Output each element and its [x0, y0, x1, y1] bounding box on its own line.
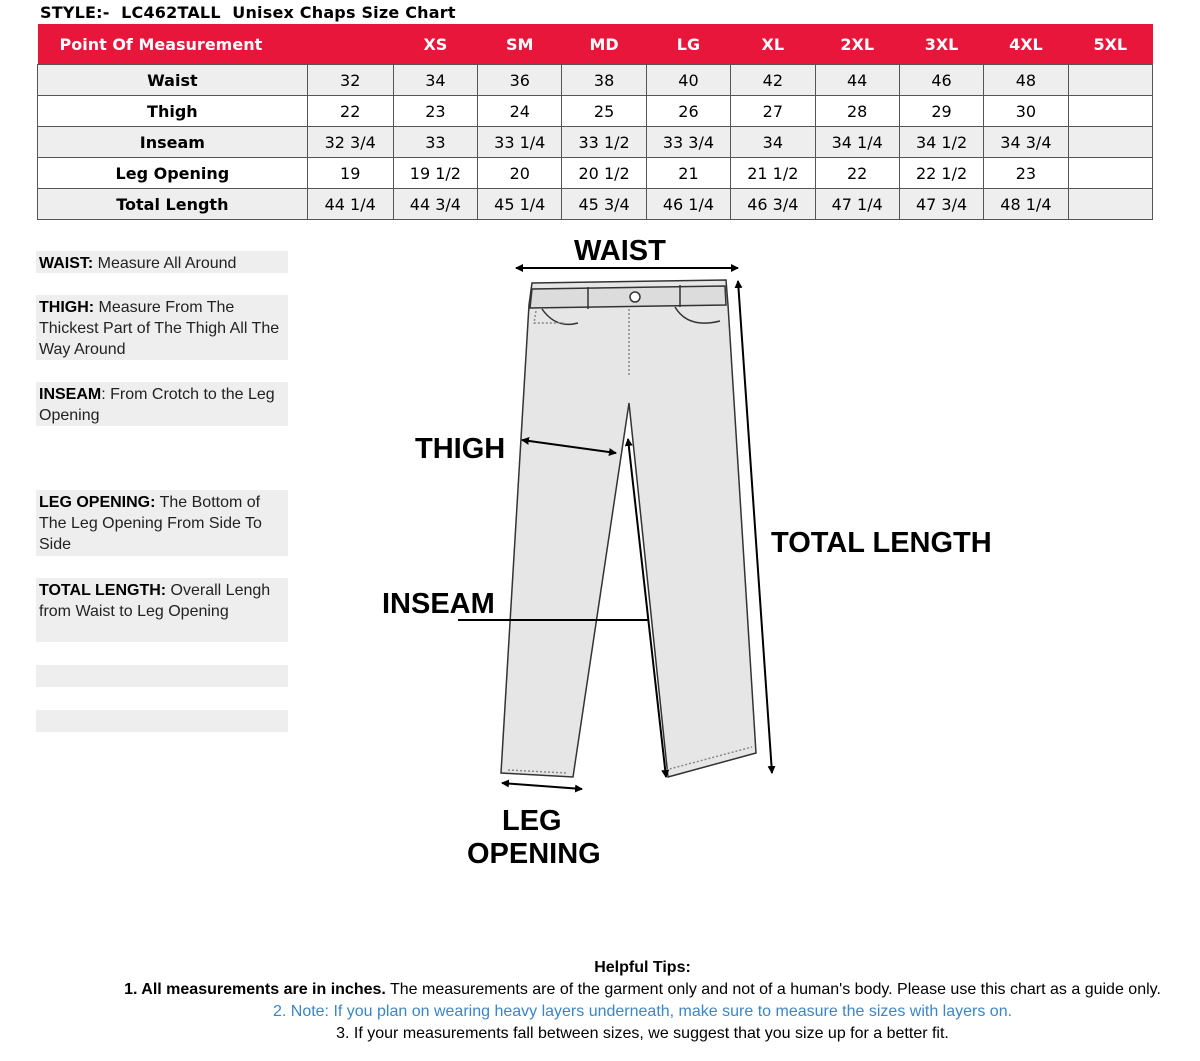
- header-size: MD: [562, 24, 646, 65]
- table-cell: 45 3/4: [562, 189, 646, 220]
- table-cell-empty: [1068, 127, 1152, 158]
- table-cell: 34 1/4: [815, 127, 899, 158]
- header-size: 3XL: [899, 24, 983, 65]
- table-cell: 24: [478, 96, 562, 127]
- table-cell: 22 1/2: [899, 158, 983, 189]
- table-cell: 46 3/4: [731, 189, 815, 220]
- diagram-label-waist: WAIST: [574, 235, 666, 267]
- table-cell: 33 1/4: [478, 127, 562, 158]
- header-size: 5XL: [1068, 24, 1152, 65]
- table-cell: 48: [984, 65, 1068, 96]
- pants-diagram: [370, 225, 1020, 875]
- table-row-waist: [38, 65, 1153, 96]
- row-label: Waist: [38, 65, 308, 96]
- table-cell: 32 3/4: [307, 127, 393, 158]
- table-cell: 33: [393, 127, 477, 158]
- table-cell: 21: [646, 158, 730, 189]
- table-cell: 47 1/4: [815, 189, 899, 220]
- table-cell: 23: [393, 96, 477, 127]
- table-cell-empty: [1068, 158, 1152, 189]
- pants-illustration: [501, 280, 756, 777]
- diagram-label-total-length: TOTAL LENGTH: [771, 527, 992, 559]
- chart-title: STYLE:- LC462TALL Unisex Chaps Size Chart: [40, 3, 456, 22]
- table-cell: 48 1/4: [984, 189, 1068, 220]
- table-cell: 36: [478, 65, 562, 96]
- table-cell: 32: [307, 65, 393, 96]
- table-cell: 34 3/4: [984, 127, 1068, 158]
- table-row-inseam: [38, 127, 1153, 158]
- table-cell-empty: [1068, 189, 1152, 220]
- table-cell: 27: [731, 96, 815, 127]
- definition-total-length: TOTAL LENGTH: Overall Lengh from Waist to Leg Opening: [36, 578, 288, 642]
- table-cell-empty: [1068, 96, 1152, 127]
- table-cell-empty: [1068, 65, 1152, 96]
- definition-empty: [36, 710, 288, 732]
- header-size: LG: [646, 24, 730, 65]
- table-cell: 23: [984, 158, 1068, 189]
- definition-inseam: INSEAM: From Crotch to the Leg Opening: [36, 382, 288, 426]
- helpful-tips: [100, 957, 1185, 1045]
- table-cell: 44 3/4: [393, 189, 477, 220]
- row-label: Total Length: [38, 189, 308, 220]
- row-label: Inseam: [38, 127, 308, 158]
- table-header-row: [38, 24, 1153, 65]
- tips-heading: Helpful Tips:: [594, 959, 691, 976]
- tip-2: 2. Note: If you plan on wearing heavy layers underneath, make sure to measure the sizes with layers on.: [272, 1003, 1013, 1020]
- table-cell: 33 3/4: [646, 127, 730, 158]
- table-row-leg-opening: [38, 158, 1153, 189]
- table-cell: 40: [646, 65, 730, 96]
- header-size: XL: [731, 24, 815, 65]
- table-cell: 34: [731, 127, 815, 158]
- table-cell: 26: [646, 96, 730, 127]
- header-size: XS: [393, 24, 477, 65]
- table-cell: 21 1/2: [731, 158, 815, 189]
- diagram-label-thigh: THIGH: [415, 433, 506, 465]
- table-cell: 47 3/4: [899, 189, 983, 220]
- table-cell: 42: [731, 65, 815, 96]
- table-cell: 22: [307, 96, 393, 127]
- header-size: 2XL: [815, 24, 899, 65]
- table-cell: 29: [899, 96, 983, 127]
- header-size: SM: [478, 24, 562, 65]
- header-size: 4XL: [984, 24, 1068, 65]
- table-cell: 19 1/2: [393, 158, 477, 189]
- definition-empty: [36, 665, 288, 687]
- table-cell: 22: [815, 158, 899, 189]
- definition-thigh: THIGH: Measure From The Thickest Part of The Thigh All The Way Around: [36, 295, 288, 360]
- table-cell: 46: [899, 65, 983, 96]
- table-cell: 20 1/2: [562, 158, 646, 189]
- table-cell: 20: [478, 158, 562, 189]
- definition-leg-opening: LEG OPENING: The Bottom of The Leg Opening From Side To Side: [36, 490, 288, 556]
- header-spacer: [307, 24, 393, 65]
- table-cell: 38: [562, 65, 646, 96]
- table-cell: 28: [815, 96, 899, 127]
- table-cell: 33 1/2: [562, 127, 646, 158]
- header-point-of-measurement: Point Of Measurement: [38, 24, 308, 65]
- diagram-label-leg: LEG: [502, 805, 562, 837]
- table-cell: 45 1/4: [478, 189, 562, 220]
- table-cell: 34: [393, 65, 477, 96]
- size-table: [37, 24, 1153, 220]
- table-cell: 46 1/4: [646, 189, 730, 220]
- diagram-label-opening: OPENING: [467, 838, 601, 870]
- definition-waist: WAIST: Measure All Around: [36, 251, 288, 273]
- table-row-thigh: [38, 96, 1153, 127]
- table-cell: 44 1/4: [307, 189, 393, 220]
- table-cell: 25: [562, 96, 646, 127]
- table-row-total-length: [38, 189, 1153, 220]
- row-label: Leg Opening: [38, 158, 308, 189]
- diagram-label-inseam: INSEAM: [382, 588, 495, 620]
- tip-1: 1. All measurements are in inches. The measurements are of the garment only and not of a human's body. Please use this chart as a guide only.: [124, 981, 1161, 998]
- table-cell: 30: [984, 96, 1068, 127]
- row-label: Thigh: [38, 96, 308, 127]
- table-cell: 19: [307, 158, 393, 189]
- tip-3: 3. If your measurements fall between sizes, we suggest that you size up for a better fit.: [336, 1025, 949, 1042]
- table-cell: 44: [815, 65, 899, 96]
- table-cell: 34 1/2: [899, 127, 983, 158]
